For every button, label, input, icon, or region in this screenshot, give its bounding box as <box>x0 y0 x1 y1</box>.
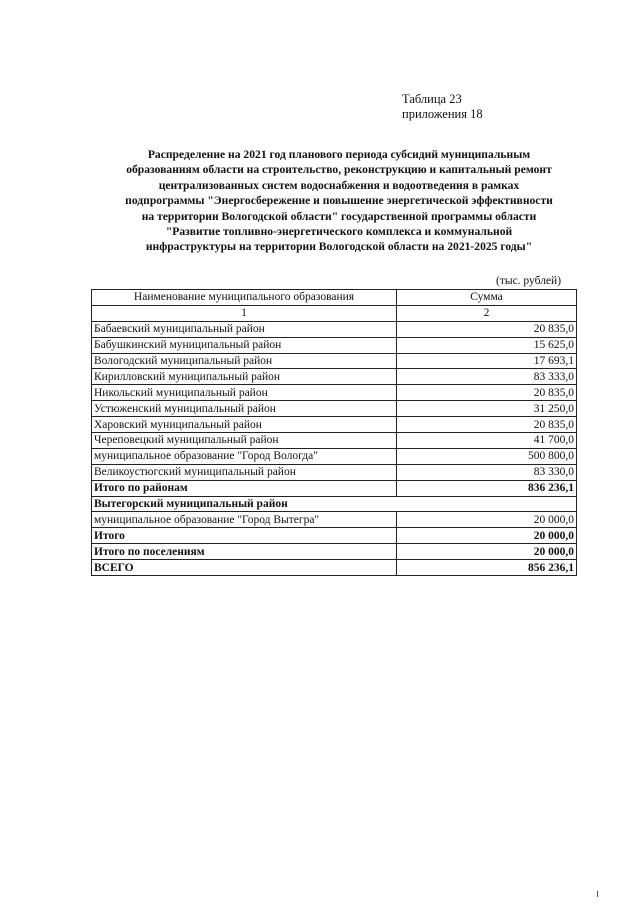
row-name: Кирилловский муниципальный район <box>92 369 397 385</box>
row-name: Бабушкинский муниципальный район <box>92 337 397 353</box>
table-row <box>92 353 577 369</box>
row-amount: 500 800,0 <box>397 448 577 464</box>
title-line: образованиям области на строительство, реконструкцию и капитальный ремонт <box>126 163 552 177</box>
title-line: Распределение на 2021 год планового периода субсидий муниципальным <box>147 148 531 161</box>
title-line: инфраструктуры на территории Вологодской области на 2021-2025 годы" <box>145 240 533 254</box>
subsidy-table <box>91 289 577 576</box>
reference-table-number: Таблица 23 <box>402 92 462 106</box>
title-line: централизованных систем водоснабжения и водоотведения в рамках <box>158 178 520 192</box>
total-settlements-row <box>92 544 577 560</box>
total-districts-label: Итого по районам <box>92 480 397 496</box>
section-heading-row <box>92 496 577 512</box>
units-label: (тыс. рублей) <box>496 275 562 287</box>
row-amount: 20 835,0 <box>397 385 577 401</box>
row-name: Вологодский муниципальный район <box>92 353 397 369</box>
header-amount-column: Сумма <box>397 290 577 306</box>
row-amount: 20 835,0 <box>397 321 577 337</box>
row-name: Череповецкий муниципальный район <box>92 433 397 449</box>
row-name: Харовский муниципальный район <box>92 417 397 433</box>
table-row <box>92 337 577 353</box>
section-total-amount: 20 000,0 <box>397 528 577 544</box>
table-row <box>92 385 577 401</box>
table-row <box>92 401 577 417</box>
table-row <box>92 512 577 528</box>
grand-total-label: ВСЕГО <box>92 560 397 576</box>
table-row <box>92 433 577 449</box>
title-line: на территории Вологодской области" государственной программы области <box>141 209 537 223</box>
grand-total-row <box>92 560 577 576</box>
table-column-number-row <box>92 305 577 321</box>
section-total-label: Итого <box>92 528 397 544</box>
reference-appendix-number: приложения 18 <box>402 107 483 121</box>
row-name: муниципальное образование "Город Вытегра" <box>92 512 397 528</box>
page-edge-mark <box>597 891 598 897</box>
total-settlements-label: Итого по поселениям <box>92 544 397 560</box>
total-districts-row <box>92 480 577 496</box>
row-amount: 83 333,0 <box>397 369 577 385</box>
row-name: Никольский муниципальный район <box>92 385 397 401</box>
total-districts-amount: 836 236,1 <box>397 480 577 496</box>
title-line: "Развитие топливно-энергетического комплекса и коммунальной <box>165 225 513 239</box>
table-row <box>92 417 577 433</box>
table-header-row <box>92 290 577 306</box>
header-name-column: Наименование муниципального образования <box>92 290 397 306</box>
row-amount: 20 000,0 <box>397 512 577 528</box>
grand-total-amount: 856 236,1 <box>397 560 577 576</box>
section-heading: Вытегорский муниципальный район <box>92 496 577 512</box>
row-amount: 15 625,0 <box>397 337 577 353</box>
row-amount: 83 330,0 <box>397 464 577 480</box>
row-amount: 41 700,0 <box>397 433 577 449</box>
table-row <box>92 369 577 385</box>
row-amount: 20 835,0 <box>397 417 577 433</box>
section-total-row <box>92 528 577 544</box>
table-row <box>92 464 577 480</box>
row-name: Бабаевский муниципальный район <box>92 321 397 337</box>
table-row <box>92 321 577 337</box>
row-name: Устюженский муниципальный район <box>92 401 397 417</box>
row-name: Великоустюгский муниципальный район <box>92 464 397 480</box>
table-row <box>92 448 577 464</box>
total-settlements-amount: 20 000,0 <box>397 544 577 560</box>
column-number-1: 1 <box>92 305 397 321</box>
row-amount: 17 693,1 <box>397 353 577 369</box>
row-amount: 31 250,0 <box>397 401 577 417</box>
document-title <box>100 147 578 255</box>
table-reference <box>402 92 483 122</box>
column-number-2: 2 <box>397 305 577 321</box>
row-name: муниципальное образование "Город Вологда" <box>92 448 397 464</box>
title-line: подпрограммы "Энергосбережение и повышение энергетической эффективности <box>125 194 553 208</box>
